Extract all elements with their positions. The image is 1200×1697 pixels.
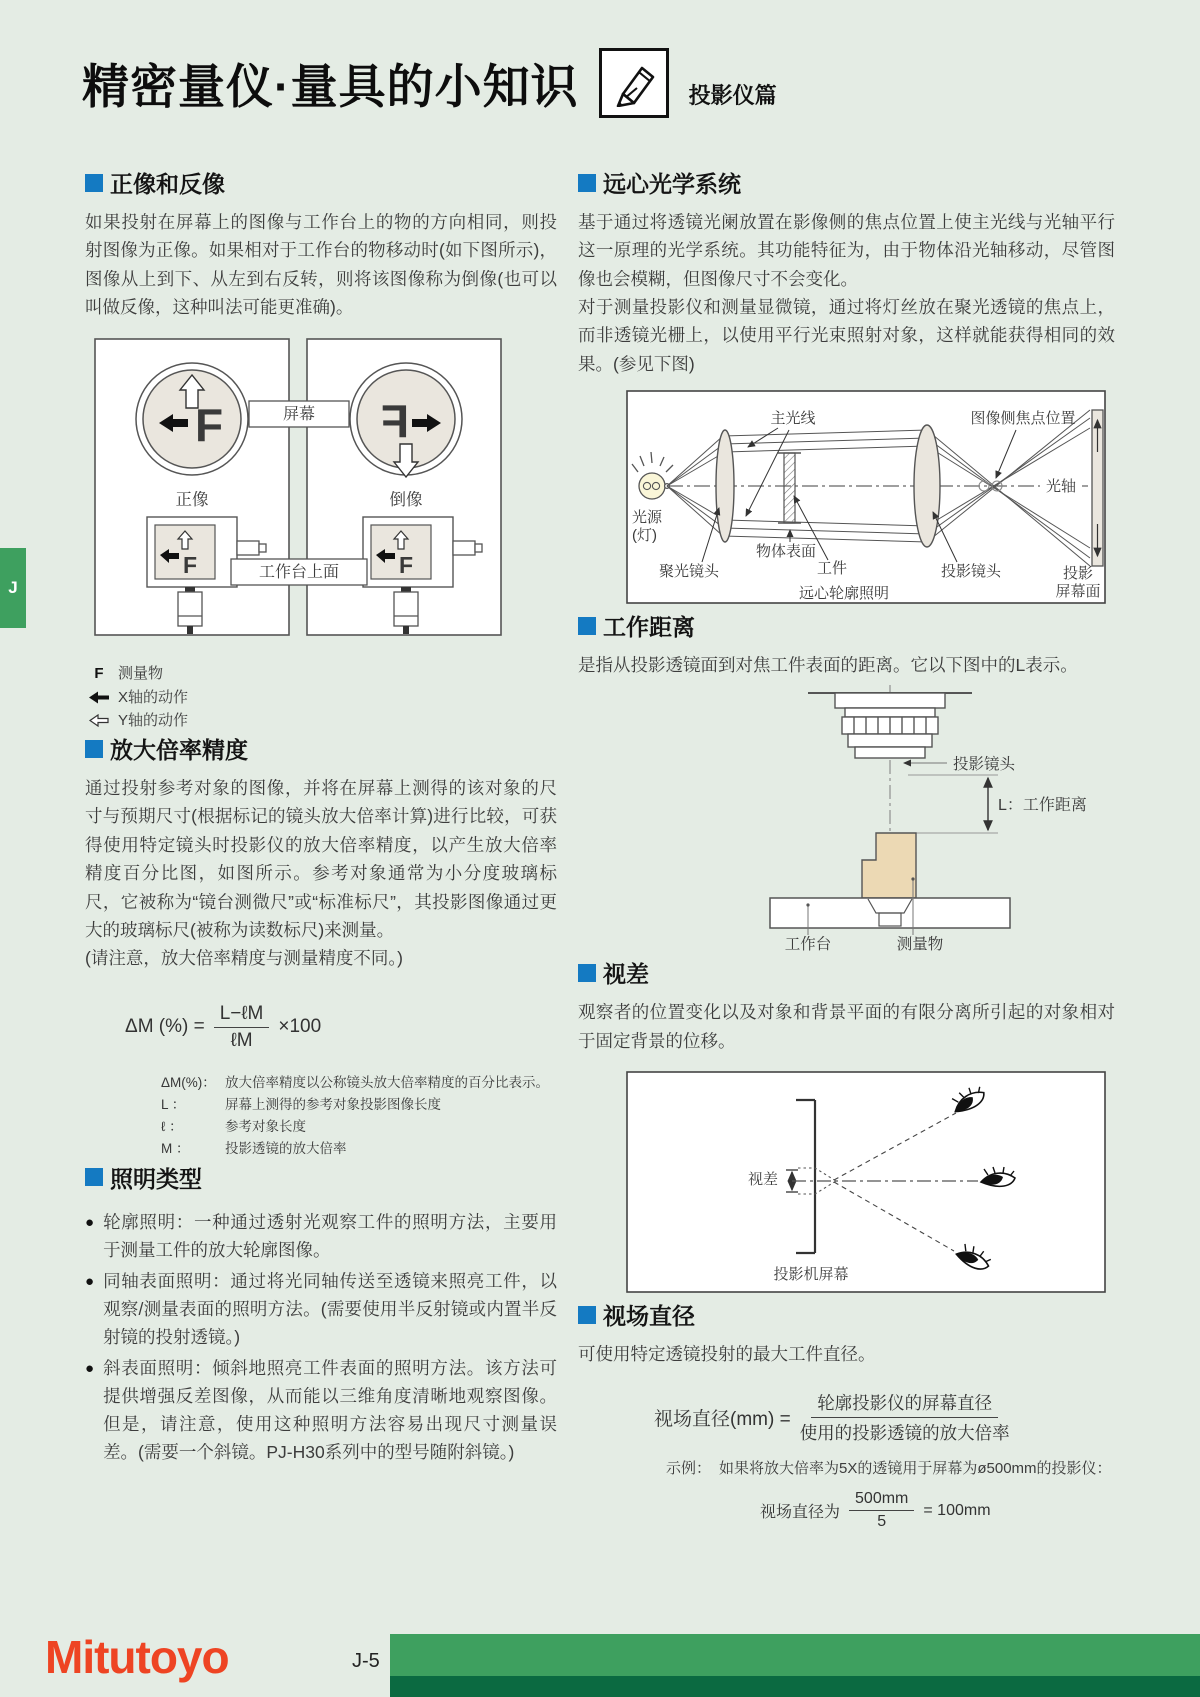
object-label: 测量物 <box>896 936 944 952</box>
formula-denominator: ℓM <box>230 1029 253 1051</box>
heading-illumination <box>85 1161 557 1194</box>
footer-green-bar <box>390 1634 1200 1676</box>
projection-lens-label: 投影镜头 <box>940 563 1002 581</box>
result-suffix: = 100mm <box>923 1501 991 1519</box>
definition-row <box>161 1094 557 1116</box>
list-item-text: 斜表面照明：倾斜地照亮工件表面的照明方法。该方法可提供增强反差图像，从而能以三维角度清晰地观察图像。但是，请注意，使用这种照明方法容易出现尺寸测量误差。(需要一个斜镜。PJ-H30系列中的型号随附斜镜。) <box>103 1357 557 1462</box>
heading-parallax-label: 视差 <box>603 961 649 988</box>
footer-dark-green-bar <box>390 1676 1200 1697</box>
workpiece-label: 工件 <box>816 560 848 578</box>
left-column <box>85 166 557 1466</box>
working-distance-diagram-svg <box>708 683 1088 951</box>
formula-lhs: ΔM (%) = <box>125 1016 205 1038</box>
solid-left-arrow-icon <box>89 691 109 704</box>
workpiece-shape <box>862 833 916 898</box>
telecentric-body-text-1: 基于通过将透镜光阑放置在影像侧的焦点位置上使主光线与光轴平行这一原理的光学系统。其功能特征为，由于物体沿光轴移动，尽管图像也会模糊，但图像尺寸不会变化。 <box>578 212 1115 289</box>
parallax-diagram <box>626 1071 1115 1298</box>
telecentric-diagram <box>626 390 1115 609</box>
projection-screen-label-2: 屏幕面 <box>1055 583 1101 601</box>
heading-telecentric-label: 远心光学系统 <box>603 171 741 197</box>
list-item-text: 同轴表面照明：通过将光同轴传送至透镜来照亮工件，以观察/测量表面的照明方法。(需要使用半反射镜或内置半反射镜的投射透镜。) <box>103 1270 557 1347</box>
working-distance-diagram <box>708 683 1115 956</box>
definition-row <box>161 1138 557 1160</box>
heading-working-distance-label: 工作距离 <box>603 614 695 641</box>
telecentric-caption: 远心轮廓照明 <box>798 585 890 603</box>
definition-term: ℓ ： <box>161 1119 183 1135</box>
heading-square-icon <box>578 174 596 192</box>
heading-square-icon <box>85 740 103 758</box>
definition-row <box>161 1116 557 1138</box>
list-item <box>85 1354 557 1466</box>
heading-square-icon <box>578 617 596 635</box>
definition-row <box>161 1072 557 1094</box>
definition-text: 屏幕上测得的参考对象投影图像长度 <box>225 1096 441 1112</box>
legend-x-label: X轴的动作 <box>118 688 189 706</box>
leader-dot <box>806 904 809 907</box>
mitutoyo-logo: Mitutoyo <box>45 1631 229 1683</box>
condenser-lens-shape <box>716 430 734 542</box>
formula-denominator: 使用的投影透镜的放大倍率 <box>799 1423 1010 1444</box>
projection-screen-label-1: 投影 <box>1062 565 1094 583</box>
heading-square-icon <box>85 174 103 192</box>
right-column <box>578 166 1115 1531</box>
formula-numerator: 轮廓投影仪的屏幕直径 <box>811 1390 998 1418</box>
page-title: 精密量仪·量具的小知识 <box>82 59 579 113</box>
formula-fraction <box>800 1390 1010 1445</box>
heading-square-icon <box>85 1168 103 1186</box>
legend-row-f <box>89 662 557 685</box>
inverted-screen-circle <box>350 363 462 477</box>
formula-numerator: L−ℓM <box>214 1003 270 1028</box>
heading-magnification-label: 放大倍率精度 <box>110 737 248 764</box>
f-mark: F <box>195 399 224 452</box>
result-denominator: 5 <box>877 1513 887 1531</box>
heading-magnification <box>85 732 557 765</box>
heading-erect-inverted <box>85 166 557 199</box>
heading-field-view-label: 视场直径 <box>603 1303 695 1330</box>
stage-label: 工作台 <box>784 936 832 952</box>
magnification-body-text: 通过投射参考对象的图像，并将在屏幕上测得的该对象的尺寸与预期尺寸(根据标记的镜头放大倍率计算)进行比较，可获得使用特定镜头时投影仪的放大倍率精度，以产生放大倍率精度百分比图，如图所示。参考对象通常为小分度玻璃标尺，它被称为“镜台测微尺”或“标准标尺”，其投影图像通过更大的玻璃标尺(被称为读数标尺)来测量。 <box>85 778 557 940</box>
side-tab-letter: J <box>8 578 18 597</box>
page-number: J-5 <box>352 1650 380 1672</box>
telecentric-body-text-2: 对于测量投影仪和测量显微镜，通过将灯丝放在聚光透镜的焦点上，而非透镜光栅上，以使用平行光束照射对象，这样就能获得相同的效果。(参见下图) <box>578 297 1115 374</box>
definition-term: ΔM(%)： <box>161 1074 216 1090</box>
heading-erect-inverted-label: 正像和反像 <box>110 171 225 197</box>
field-view-formula <box>654 1390 1115 1445</box>
legend-f-symbol: F <box>94 665 104 683</box>
pencil-icon-glyph <box>610 59 658 107</box>
working-distance-body-text: 是指从投影透镜面到对焦工件表面的距离。它以下图中的L表示。 <box>578 655 1078 676</box>
illumination-list <box>85 1208 557 1466</box>
hollow-left-arrow-icon <box>89 714 109 727</box>
parallax-label: 视差 <box>747 1171 778 1189</box>
heading-parallax <box>578 956 1115 989</box>
heading-square-icon <box>578 1306 596 1324</box>
inverted-label: 倒像 <box>389 491 423 510</box>
f-mark-mirrored: F <box>380 395 410 448</box>
stage-shape <box>770 898 1010 928</box>
f-mark: F <box>183 552 198 579</box>
projection-screen-shape <box>1092 410 1103 566</box>
light-source-label-2: (灯) <box>632 527 657 545</box>
result-fraction <box>849 1490 914 1531</box>
projection-lens-assembly <box>808 693 972 758</box>
projection-lens-shape <box>914 425 940 547</box>
list-item <box>85 1267 557 1351</box>
definition-text: 放大倍率精度以公称镜头放大倍率精度的百分比表示。 <box>225 1074 549 1090</box>
optical-axis-label: 光轴 <box>1045 478 1077 496</box>
projection-lens-label: 投影镜头 <box>953 756 1016 774</box>
formula-fraction <box>214 1003 270 1052</box>
magnification-formula <box>125 1003 557 1052</box>
definition-term: L ： <box>161 1096 186 1112</box>
erect-inverted-diagram <box>93 337 557 654</box>
erect-inverted-diagram-svg <box>93 337 503 649</box>
light-source-label-1: 光源 <box>632 509 663 527</box>
legend-row-y <box>89 709 557 732</box>
erect-body-text: 如果投射在屏幕上的图像与工作台上的物的方向相同，则投射图像为正像。如果相对于工作台的物移动时(如下图所示)，图像从上到下、从左到右反转，则将该图像称为倒像(也可以叫做反像，这种叫法可能更准确)。 <box>85 212 557 318</box>
legend-f-label: 测量物 <box>118 665 164 683</box>
principal-ray-label: 主光线 <box>770 410 816 428</box>
pencil-icon <box>599 48 669 118</box>
page-header <box>82 48 777 118</box>
erect-diagram-legend <box>89 662 557 732</box>
example-text: 如果将放大倍率为5X的透镜用于屏幕为ø500mm的投影仪： <box>719 1460 1112 1478</box>
heading-illumination-label: 照明类型 <box>110 1165 202 1192</box>
field-view-example <box>666 1457 1115 1478</box>
heading-working-distance <box>578 609 1115 642</box>
erect-screen-circle <box>136 363 248 475</box>
f-mark: F <box>399 552 414 579</box>
parallax-diagram-svg <box>626 1071 1106 1293</box>
erect-label: 正像 <box>175 491 209 510</box>
telecentric-diagram-svg <box>626 390 1106 604</box>
legend-row-x <box>89 686 557 709</box>
field-view-body-text: 可使用特定透镜投射的最大工件直径。 <box>578 1344 876 1365</box>
distance-label: L：工作距离 <box>998 797 1087 815</box>
side-tab <box>0 548 26 628</box>
formula-lhs: 视场直径(mm) = <box>654 1409 791 1431</box>
heading-field-view <box>578 1298 1115 1331</box>
stage-top-label: 工作台上面 <box>258 564 340 582</box>
parallax-body-text: 观察者的位置变化以及对象和背景平面的有限分离所引起的对象相对于固定背景的位移。 <box>578 1002 1115 1051</box>
example-label: 示例： <box>666 1460 712 1478</box>
definition-term: M ： <box>161 1141 190 1157</box>
heading-square-icon <box>578 964 596 982</box>
formula-suffix: ×100 <box>278 1016 322 1038</box>
condenser-label: 聚光镜头 <box>658 563 720 581</box>
screen-label: 屏幕 <box>282 406 316 424</box>
page-subtitle: 投影仪篇 <box>688 82 777 108</box>
magnification-definitions <box>161 1072 557 1161</box>
image-side-focal-label: 图像侧焦点位置 <box>970 410 1076 428</box>
magnification-note: (请注意，放大倍率精度与测量精度不同。) <box>85 948 403 969</box>
definition-text: 投影透镜的放大倍率 <box>225 1141 347 1157</box>
heading-telecentric <box>578 166 1115 199</box>
projector-screen-label: 投影机屏幕 <box>773 1266 849 1284</box>
leader-dot <box>911 878 914 881</box>
legend-y-label: Y轴的动作 <box>118 711 189 729</box>
bullet-icon: ● <box>85 1272 95 1290</box>
diagram-frame <box>627 1072 1105 1292</box>
list-item-text: 轮廓照明：一种通过透射光观察工件的照明方法，主要用于测量工件的放大轮廓图像。 <box>103 1211 557 1260</box>
field-view-result <box>760 1490 1115 1531</box>
definition-text: 参考对象长度 <box>225 1119 306 1135</box>
list-item <box>85 1208 557 1264</box>
result-prefix: 视场直径为 <box>760 1504 841 1522</box>
object-surface-label: 物体表面 <box>755 543 817 561</box>
bullet-icon: ● <box>85 1359 95 1377</box>
result-numerator: 500mm <box>849 1490 914 1511</box>
bullet-icon: ● <box>85 1213 95 1231</box>
